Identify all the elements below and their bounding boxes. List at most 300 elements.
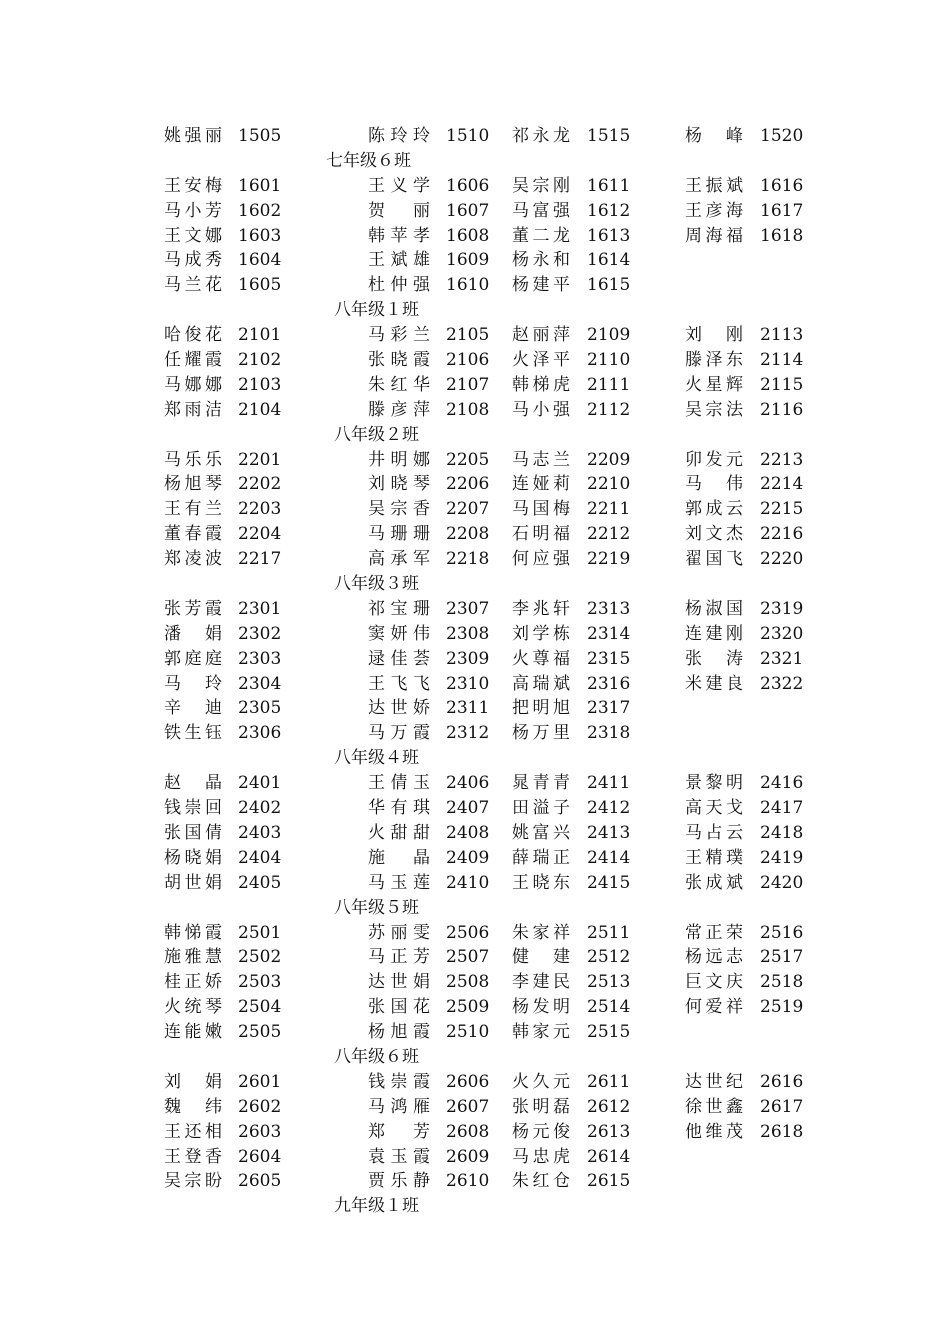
class-heading: 八年级５班 (334, 897, 419, 918)
student-number: 2115 (760, 374, 804, 395)
student-name: 晁青青 (512, 773, 570, 794)
student-name: 健建 (512, 947, 570, 968)
student-number: 2410 (446, 872, 490, 893)
student-name: 董春霞 (164, 524, 222, 545)
student-name: 连建刚 (685, 623, 743, 644)
student-number: 2512 (587, 947, 631, 968)
student-number: 1617 (760, 200, 804, 221)
student-name: 达世娟 (368, 972, 430, 993)
student-name: 钱崇回 (164, 798, 222, 819)
class-heading-row (0, 746, 950, 771)
student-number: 1604 (238, 250, 282, 271)
student-name: 姚富兴 (512, 822, 570, 843)
student-name: 米建良 (685, 673, 743, 694)
student-name: 徐世鑫 (685, 1096, 743, 1117)
student-name: 郑凌波 (164, 549, 222, 570)
student-name: 王文娜 (164, 225, 222, 246)
student-name: 王晓东 (512, 872, 570, 893)
student-name: 马万霞 (368, 723, 430, 744)
student-name: 吴宗刚 (512, 175, 570, 196)
student-number: 2505 (238, 1022, 282, 1043)
student-row (0, 323, 950, 348)
student-row (0, 796, 950, 821)
student-number: 2603 (238, 1121, 282, 1142)
student-number: 2515 (587, 1022, 631, 1043)
student-name: 张 涛 (685, 648, 743, 669)
student-name: 火星辉 (685, 374, 743, 395)
student-name: 王斌雄 (368, 250, 430, 271)
student-name: 赵 晶 (164, 773, 222, 794)
student-row (0, 995, 950, 1020)
student-name: 高天戈 (685, 798, 743, 819)
student-row (0, 472, 950, 497)
student-name: 杨万里 (512, 723, 570, 744)
student-name: 桂正娇 (164, 972, 222, 993)
student-number: 2319 (760, 598, 804, 619)
student-number: 2609 (446, 1146, 490, 1167)
student-name: 火久元 (512, 1071, 570, 1092)
student-name: 贾乐静 (368, 1171, 430, 1192)
student-row (0, 348, 950, 373)
student-row (0, 1095, 950, 1120)
student-name: 刘文杰 (685, 524, 743, 545)
student-name: 滕彦萍 (368, 399, 430, 420)
student-number: 2212 (587, 524, 631, 545)
student-name: 魏 纬 (164, 1096, 222, 1117)
student-number: 2318 (587, 723, 631, 744)
student-row (0, 497, 950, 522)
student-name: 施雅慧 (164, 947, 222, 968)
student-name: 韩梯虎 (512, 374, 570, 395)
student-number: 2309 (446, 648, 490, 669)
student-name: 高承军 (368, 549, 430, 570)
student-number: 1618 (760, 225, 804, 246)
student-number: 2106 (446, 350, 490, 371)
student-name: 连娅莉 (512, 474, 570, 495)
student-number: 2111 (587, 374, 631, 395)
student-number: 2211 (587, 499, 631, 520)
student-number: 2317 (587, 698, 631, 719)
class-heading: 八年级４班 (334, 748, 419, 769)
student-name: 达世娇 (368, 698, 430, 719)
student-name: 连能嫩 (164, 1022, 222, 1043)
student-number: 2220 (760, 549, 804, 570)
student-name: 王精璞 (685, 847, 743, 868)
student-name: 王还相 (164, 1121, 222, 1142)
student-number: 2607 (446, 1096, 490, 1117)
student-name: 韩苹孝 (368, 225, 430, 246)
student-name: 马富强 (512, 200, 570, 221)
student-number: 1602 (238, 200, 282, 221)
student-name: 韩家元 (512, 1022, 570, 1043)
student-number: 2602 (238, 1096, 282, 1117)
student-name: 陈玲玲 (368, 126, 430, 146)
student-number: 2308 (446, 623, 490, 644)
student-number: 2401 (238, 773, 282, 794)
student-number: 2518 (760, 972, 804, 993)
student-number: 2412 (587, 798, 631, 819)
student-row (0, 522, 950, 547)
student-number: 2404 (238, 847, 282, 868)
student-number: 2517 (760, 947, 804, 968)
student-name: 钱崇霞 (368, 1071, 430, 1092)
student-number: 2502 (238, 947, 282, 968)
student-number: 2405 (238, 872, 282, 893)
student-number: 2302 (238, 623, 282, 644)
student-name: 朱红仓 (512, 1171, 570, 1192)
class-heading: 八年级２班 (334, 424, 419, 445)
student-name: 杨建平 (512, 275, 570, 296)
student-name: 马彩兰 (368, 325, 430, 346)
student-name: 巨文庆 (685, 972, 743, 993)
student-name: 吴宗香 (368, 499, 430, 520)
student-row (0, 821, 950, 846)
student-number: 2415 (587, 872, 631, 893)
student-number: 2101 (238, 325, 282, 346)
student-name: 韩悌霞 (164, 922, 222, 943)
student-number: 2320 (760, 623, 804, 644)
student-name: 郭成云 (685, 499, 743, 520)
student-number: 2205 (446, 449, 490, 470)
student-number: 1603 (238, 225, 282, 246)
student-name: 铁生钰 (164, 723, 222, 744)
student-number: 2616 (760, 1071, 804, 1092)
student-name: 张芳霞 (164, 598, 222, 619)
student-row (0, 622, 950, 647)
student-number: 2411 (587, 773, 631, 794)
student-row (0, 970, 950, 995)
student-number: 1612 (587, 200, 631, 221)
student-number: 1616 (760, 175, 804, 196)
student-name: 任耀霞 (164, 350, 222, 371)
student-number: 2304 (238, 673, 282, 694)
student-number: 2202 (238, 474, 282, 495)
class-heading-row (0, 149, 950, 174)
student-name: 马成秀 (164, 250, 222, 271)
student-name: 刘 娟 (164, 1071, 222, 1092)
student-number: 2419 (760, 847, 804, 868)
student-name: 刘 刚 (685, 325, 743, 346)
student-name: 逯佳荟 (368, 648, 430, 669)
student-name: 马志兰 (512, 449, 570, 470)
student-name: 潘 娟 (164, 623, 222, 644)
student-name: 何爱祥 (685, 997, 743, 1018)
student-number: 2606 (446, 1071, 490, 1092)
student-number: 2306 (238, 723, 282, 744)
student-name: 吴宗法 (685, 399, 743, 420)
student-row (0, 373, 950, 398)
student-number: 1515 (587, 126, 631, 146)
student-row (0, 224, 950, 249)
class-heading-row (0, 1194, 950, 1219)
class-heading: 八年级６班 (334, 1046, 419, 1067)
student-number: 2509 (446, 997, 490, 1018)
student-number: 2301 (238, 598, 282, 619)
student-number: 2504 (238, 997, 282, 1018)
student-number: 2418 (760, 822, 804, 843)
student-row (0, 124, 950, 149)
student-name: 朱家祥 (512, 922, 570, 943)
student-number: 2617 (760, 1096, 804, 1117)
student-name: 董二龙 (512, 225, 570, 246)
student-number: 1601 (238, 175, 282, 196)
student-number: 2407 (446, 798, 490, 819)
student-name: 马娜娜 (164, 374, 222, 395)
student-number: 2209 (587, 449, 631, 470)
student-number: 2215 (760, 499, 804, 520)
student-name: 张成斌 (685, 872, 743, 893)
student-number: 2109 (587, 325, 631, 346)
student-number: 2514 (587, 997, 631, 1018)
student-number: 2513 (587, 972, 631, 993)
student-number: 2413 (587, 822, 631, 843)
student-name: 赵丽萍 (512, 325, 570, 346)
student-name: 华有琪 (368, 798, 430, 819)
student-number: 2322 (760, 673, 804, 694)
student-number: 2615 (587, 1171, 631, 1192)
student-number: 2507 (446, 947, 490, 968)
student-number: 2321 (760, 648, 804, 669)
student-name: 施 晶 (368, 847, 430, 868)
student-name: 他维茂 (685, 1121, 743, 1142)
student-name: 杜仲强 (368, 275, 430, 296)
class-heading: 八年级３班 (334, 574, 419, 595)
student-number: 1609 (446, 250, 490, 271)
student-name: 苏丽雯 (368, 922, 430, 943)
student-name: 马小强 (512, 399, 570, 420)
student-number: 2204 (238, 524, 282, 545)
student-name: 马兰花 (164, 275, 222, 296)
student-name: 高瑞斌 (512, 673, 570, 694)
student-number: 2618 (760, 1121, 804, 1142)
student-number: 2113 (760, 325, 804, 346)
student-row (0, 696, 950, 721)
student-name: 井明娜 (368, 449, 430, 470)
student-name: 马忠虎 (512, 1146, 570, 1167)
student-name: 滕泽东 (685, 350, 743, 371)
student-name: 姚强丽 (164, 126, 222, 146)
student-number: 2219 (587, 549, 631, 570)
student-name: 郭庭庭 (164, 648, 222, 669)
student-name: 刘晓琴 (368, 474, 430, 495)
student-number: 2508 (446, 972, 490, 993)
student-number: 2203 (238, 499, 282, 520)
student-name: 刘学栋 (512, 623, 570, 644)
student-row (0, 945, 950, 970)
student-name: 马国梅 (512, 499, 570, 520)
student-name: 朱红华 (368, 374, 430, 395)
student-number: 2310 (446, 673, 490, 694)
student-number: 2501 (238, 922, 282, 943)
student-number: 2408 (446, 822, 490, 843)
student-name: 马 玲 (164, 673, 222, 694)
student-row (0, 448, 950, 473)
student-number: 2103 (238, 374, 282, 395)
student-name: 袁玉霞 (368, 1146, 430, 1167)
student-number: 2307 (446, 598, 490, 619)
student-number: 2105 (446, 325, 490, 346)
student-name: 杨晓娟 (164, 847, 222, 868)
student-name: 胡世娟 (164, 872, 222, 893)
student-name: 火甜甜 (368, 822, 430, 843)
student-number: 2613 (587, 1121, 631, 1142)
student-number: 2314 (587, 623, 631, 644)
student-row (0, 771, 950, 796)
student-name: 马正芳 (368, 947, 430, 968)
student-name: 王义学 (368, 175, 430, 196)
student-number: 2614 (587, 1146, 631, 1167)
student-number: 1613 (587, 225, 631, 246)
student-row (0, 547, 950, 572)
student-name: 祁永龙 (512, 126, 570, 146)
student-row (0, 871, 950, 896)
student-row (0, 248, 950, 273)
student-number: 2207 (446, 499, 490, 520)
class-heading: 七年级６班 (326, 150, 411, 171)
student-number: 2511 (587, 922, 631, 943)
student-number: 2519 (760, 997, 804, 1018)
student-row (0, 721, 950, 746)
student-number: 2208 (446, 524, 490, 545)
class-heading-row (0, 1045, 950, 1070)
student-name: 常正荣 (685, 922, 743, 943)
student-name: 翟国飞 (685, 549, 743, 570)
student-name: 张明磊 (512, 1096, 570, 1117)
student-number: 2305 (238, 698, 282, 719)
student-number: 2311 (446, 698, 490, 719)
student-number: 2107 (446, 374, 490, 395)
class-heading-row (0, 298, 950, 323)
student-number: 2218 (446, 549, 490, 570)
student-name: 窦妍伟 (368, 623, 430, 644)
student-number: 2102 (238, 350, 282, 371)
student-number: 2510 (446, 1022, 490, 1043)
student-number: 1510 (446, 126, 490, 146)
student-number: 2116 (760, 399, 804, 420)
student-name: 周海福 (685, 225, 743, 246)
student-name: 把明旭 (512, 698, 570, 719)
student-row (0, 846, 950, 871)
student-name: 王彦海 (685, 200, 743, 221)
student-name: 马鸿雁 (368, 1096, 430, 1117)
student-row (0, 1070, 950, 1095)
student-row (0, 647, 950, 672)
student-name: 景黎明 (685, 773, 743, 794)
student-number: 2315 (587, 648, 631, 669)
student-name: 马珊珊 (368, 524, 430, 545)
student-number: 2414 (587, 847, 631, 868)
student-row (0, 921, 950, 946)
student-number: 2612 (587, 1096, 631, 1117)
student-number: 1615 (587, 275, 631, 296)
student-number: 1605 (238, 275, 282, 296)
student-name: 马 伟 (685, 474, 743, 495)
student-number: 1608 (446, 225, 490, 246)
student-name: 张晓霞 (368, 350, 430, 371)
student-row (0, 199, 950, 224)
student-row (0, 1145, 950, 1170)
student-number: 2112 (587, 399, 631, 420)
student-row (0, 1120, 950, 1145)
student-number: 2409 (446, 847, 490, 868)
student-name: 杨远志 (685, 947, 743, 968)
student-name: 王登香 (164, 1146, 222, 1167)
student-name: 杨旭琴 (164, 474, 222, 495)
student-name: 李建民 (512, 972, 570, 993)
student-name: 马玉莲 (368, 872, 430, 893)
student-number: 2503 (238, 972, 282, 993)
student-name: 张国花 (368, 997, 430, 1018)
student-name: 卯发元 (685, 449, 743, 470)
student-number: 1611 (587, 175, 631, 196)
student-number: 2316 (587, 673, 631, 694)
student-name: 火尊福 (512, 648, 570, 669)
student-name: 郑 芳 (368, 1121, 430, 1142)
student-name: 杨发明 (512, 997, 570, 1018)
student-number: 2402 (238, 798, 282, 819)
class-heading: 九年级１班 (334, 1196, 419, 1217)
student-number: 2506 (446, 922, 490, 943)
student-row (0, 174, 950, 199)
student-number: 2110 (587, 350, 631, 371)
class-heading-row (0, 572, 950, 597)
student-number: 2610 (446, 1171, 490, 1192)
student-name: 张国倩 (164, 822, 222, 843)
class-roster-document (0, 124, 950, 1219)
student-name: 王有兰 (164, 499, 222, 520)
student-name: 马小芳 (164, 200, 222, 221)
student-number: 2312 (446, 723, 490, 744)
student-number: 2605 (238, 1171, 282, 1192)
student-name: 何应强 (512, 549, 570, 570)
student-name: 杨旭霞 (368, 1022, 430, 1043)
student-number: 2604 (238, 1146, 282, 1167)
student-number: 2403 (238, 822, 282, 843)
student-number: 2406 (446, 773, 490, 794)
student-name: 吴宗盼 (164, 1171, 222, 1192)
student-name: 祁宝珊 (368, 598, 430, 619)
student-number: 1520 (760, 126, 804, 146)
student-number: 2114 (760, 350, 804, 371)
student-number: 2216 (760, 524, 804, 545)
student-name: 贺 丽 (368, 200, 430, 221)
student-number: 1505 (238, 126, 282, 146)
student-number: 2201 (238, 449, 282, 470)
student-number: 2516 (760, 922, 804, 943)
student-number: 2213 (760, 449, 804, 470)
student-number: 2214 (760, 474, 804, 495)
student-name: 哈俊花 (164, 325, 222, 346)
student-name: 田溢子 (512, 798, 570, 819)
student-name: 杨永和 (512, 250, 570, 271)
class-heading: 八年级１班 (334, 300, 419, 321)
student-number: 1610 (446, 275, 490, 296)
student-name: 杨 峰 (685, 126, 743, 146)
student-number: 2217 (238, 549, 282, 570)
student-name: 火统琴 (164, 997, 222, 1018)
class-heading-row (0, 896, 950, 921)
student-number: 2420 (760, 872, 804, 893)
student-number: 2303 (238, 648, 282, 669)
student-name: 李兆轩 (512, 598, 570, 619)
student-name: 王安梅 (164, 175, 222, 196)
student-name: 杨淑国 (685, 598, 743, 619)
student-row (0, 398, 950, 423)
student-number: 2108 (446, 399, 490, 420)
student-number: 2206 (446, 474, 490, 495)
class-heading-row (0, 423, 950, 448)
student-name: 辛 迪 (164, 698, 222, 719)
